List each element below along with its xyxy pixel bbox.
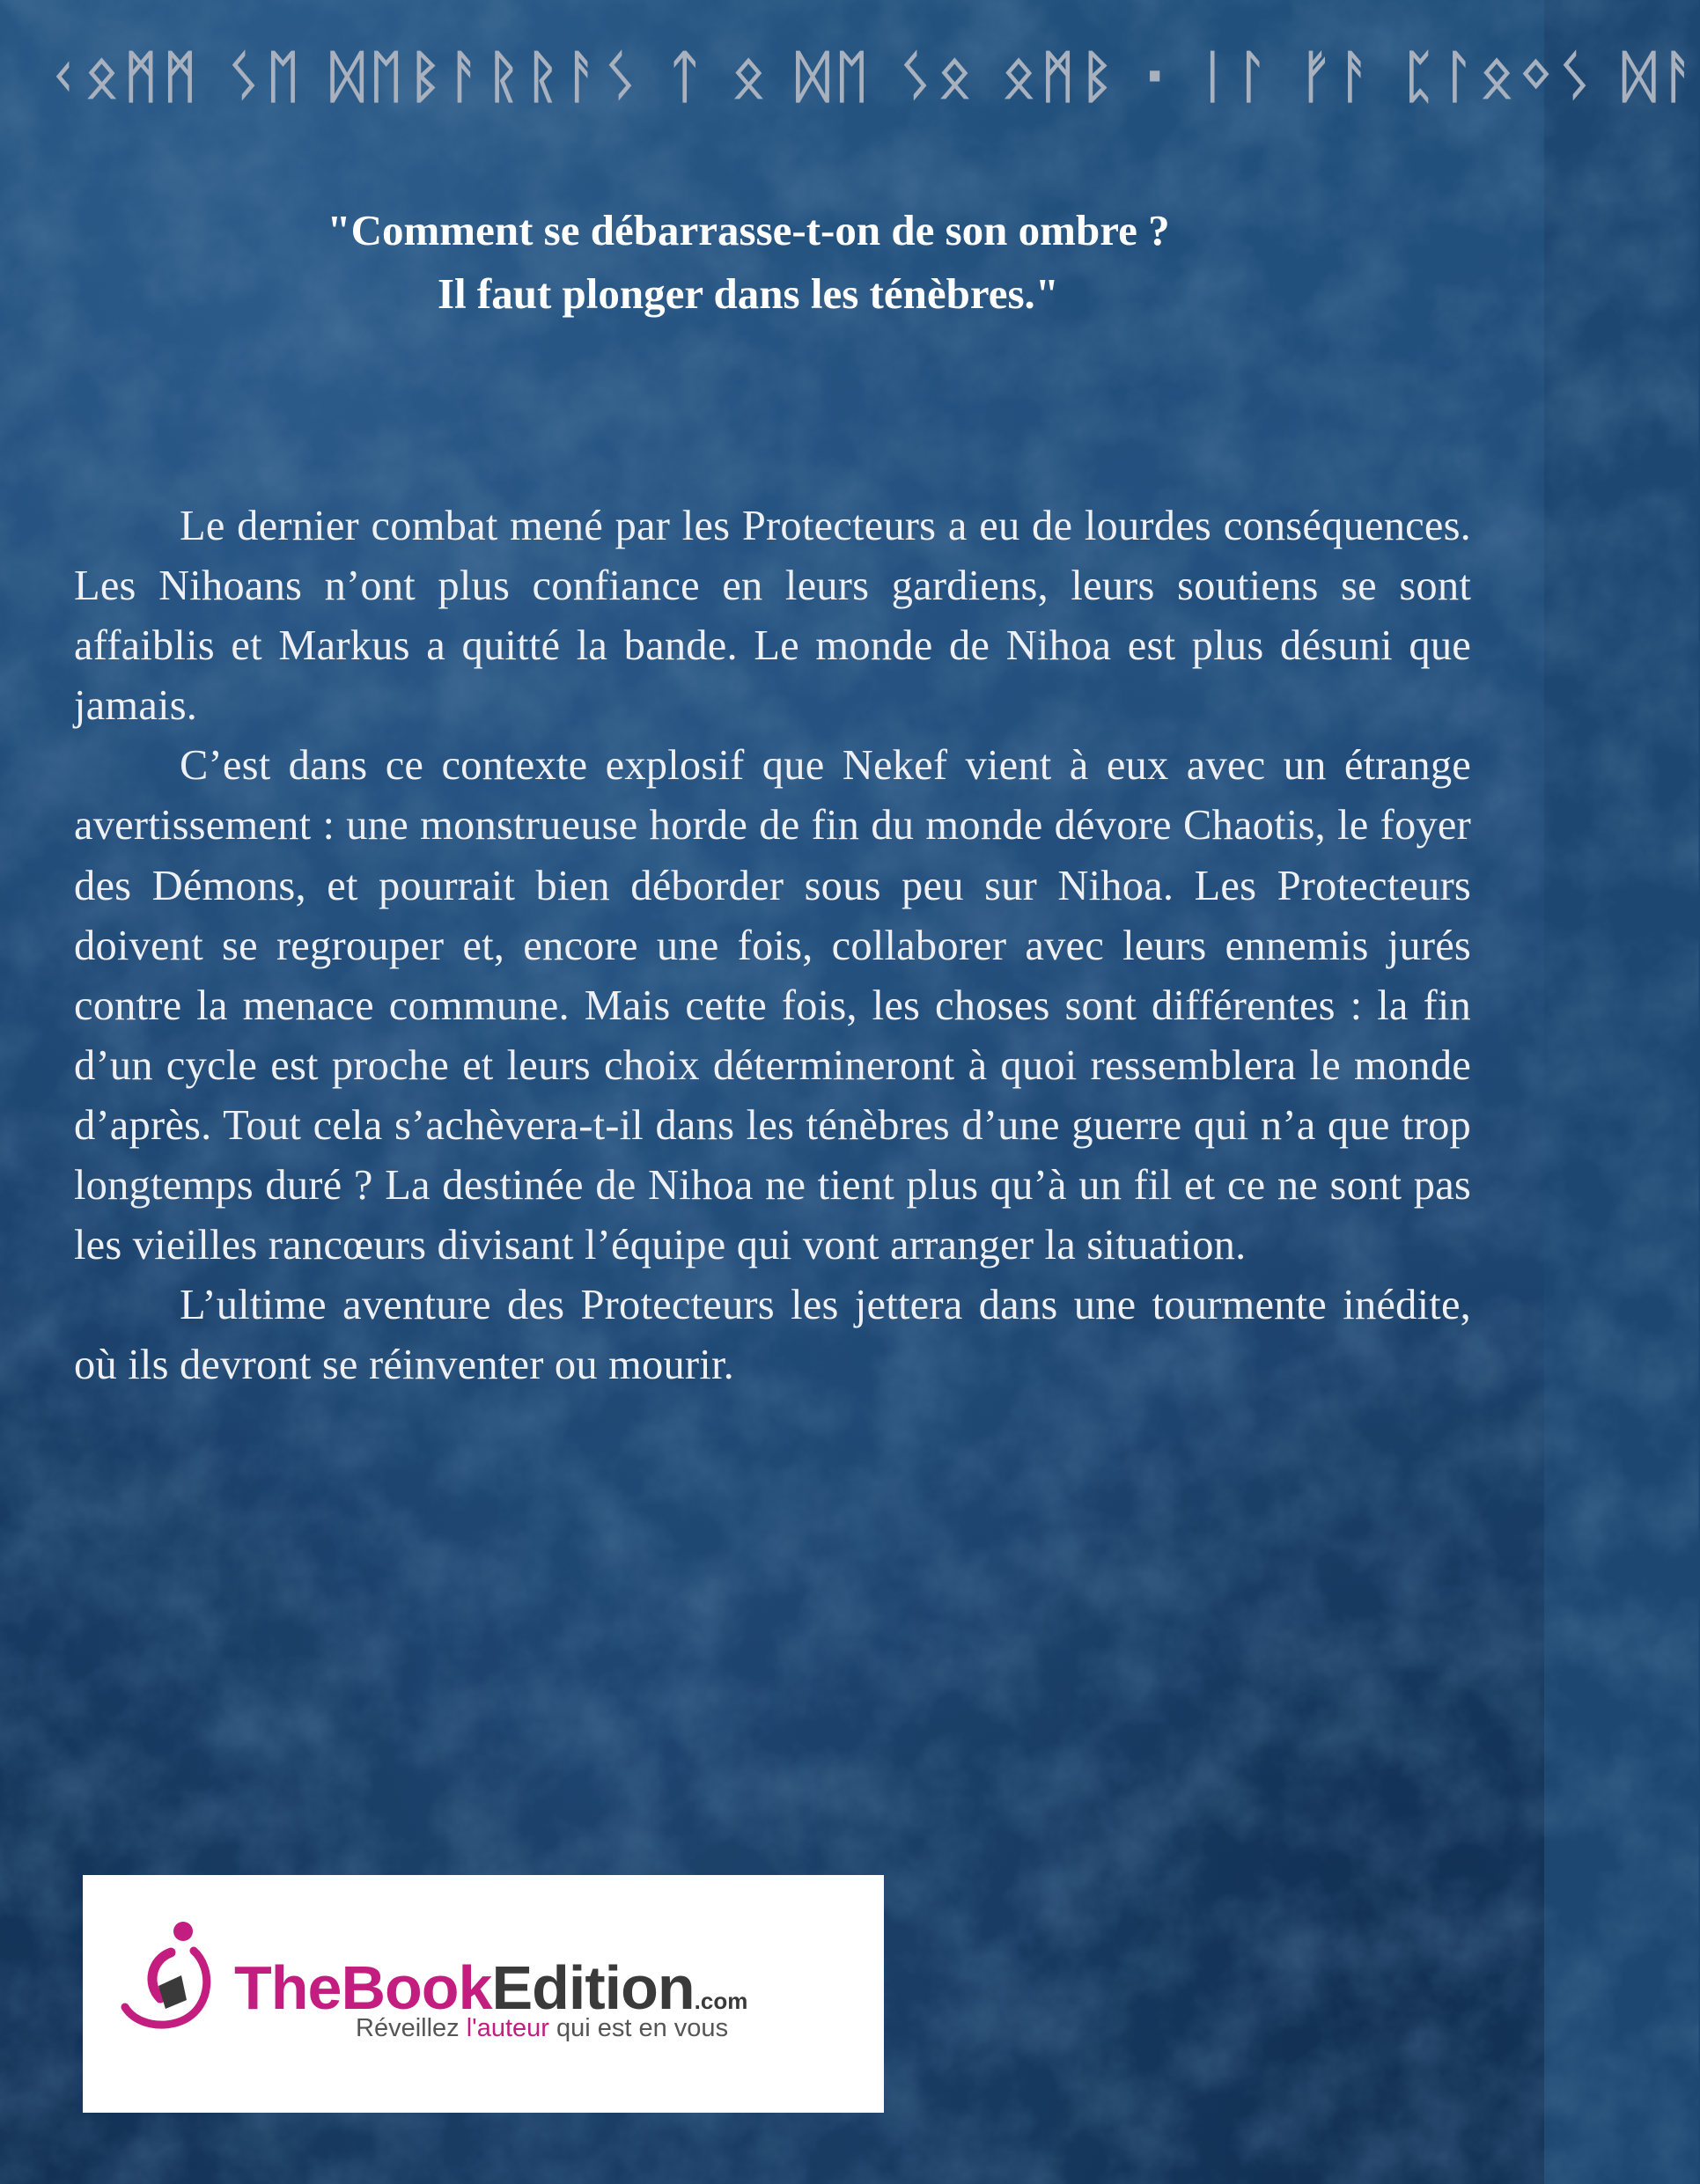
quote-line-2: Il faut plonger dans les ténèbres." — [437, 269, 1059, 318]
synopsis — [74, 496, 1471, 1395]
thebookedition-logo-icon — [120, 1917, 217, 2032]
synopsis-paragraph: Le dernier combat mené par les Protecteurs a eu de lourdes conséquences. Les Nihoans n’ont plus confiance en leurs gardiens, leurs soutiens se sont affaiblis et Markus a quitté la bande. Le monde de Nihoa est plus désuni que jamais. — [74, 503, 1471, 730]
rune-inscription: ᚲᛟᛗᛗ ᛊᛖ ᛞᛖᛒᚨᚱᚱᚨᛊ ᛏ ᛟ ᛞᛖ ᛊᛟ ᛟᛗᛒ · ᛁᛚ ᚠᚨ ᛈᛚᛟᛜᛊ ᛞᚨ — [46, 45, 1700, 110]
publisher-name: TheBookEdition.com — [234, 1953, 748, 2022]
quote-line-1: "Comment se débarrasse-t-on de son ombre ? — [327, 206, 1170, 254]
synopsis-paragraph: L’ultime aventure des Protecteurs les jettera dans une tourmente inédite, où ils devront se réinventer ou mourir. — [74, 1282, 1471, 1389]
publisher-logo — [83, 1875, 884, 2113]
tagline-quote — [0, 199, 1497, 326]
synopsis-paragraph: C’est dans ce contexte explosif que Nekef vient à eux avec un étrange avertissement : une monstrueuse horde de fin du monde dévore Chaotis, le foyer des Démons, et pourrait bien déborder sous peu sur Nihoa. Les Protecteurs doivent se regrouper et, encore une fois, collaborer avec leurs ennemis jurés contre la menace commune. Mais cette fois, les choses sont différentes : la fin d’un cycle est proche et leurs choix détermineront à quoi ressemblera le monde d’après. Tout cela s’achèvera-t-il dans les ténèbres d’une guerre qui n’a que trop longtemps duré ? La destinée de Nihoa ne tient plus qu’à un fil et ce ne sont pas les vieilles rancœurs divisant l’équipe qui vont arranger la situation. — [74, 742, 1471, 1269]
publisher-tagline: Réveillez l'auteur qui est en vous — [356, 2014, 729, 2042]
